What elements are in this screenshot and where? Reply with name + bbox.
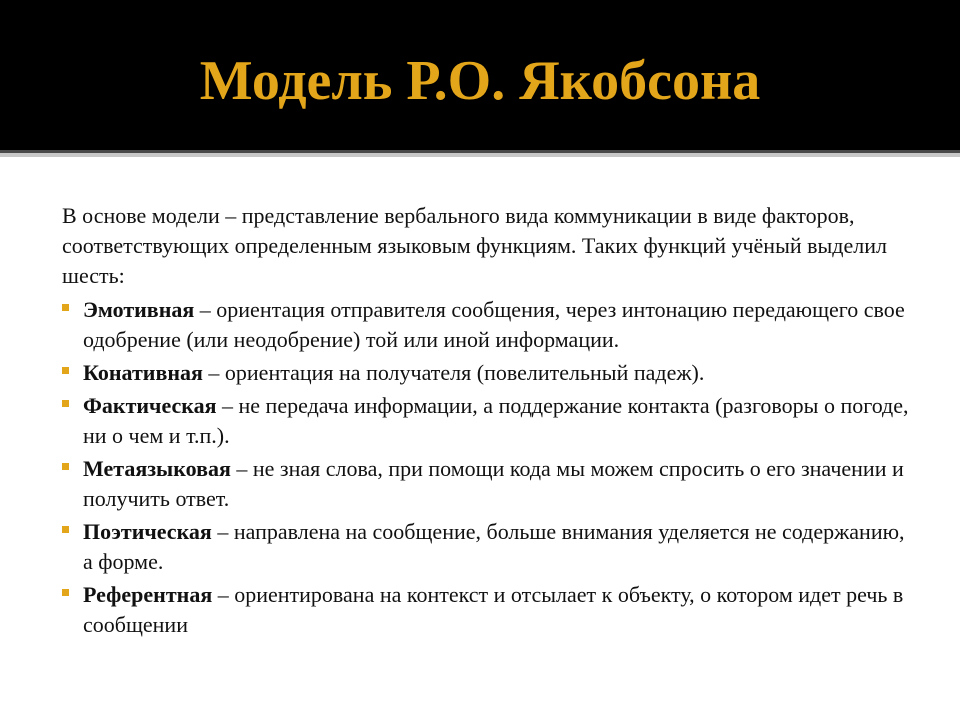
item-term: Фактическая (83, 393, 217, 418)
square-bullet-icon (62, 463, 69, 470)
item-term: Метаязыковая (83, 456, 231, 481)
list-item (62, 358, 912, 388)
item-text: – ориентирована на контекст и отсылает к объекту, о котором идет речь в сообщении (83, 582, 904, 637)
square-bullet-icon (62, 400, 69, 407)
header-divider-light (0, 153, 960, 157)
list-item (62, 454, 912, 514)
item-term: Поэтическая (83, 519, 212, 544)
function-list (62, 295, 912, 640)
list-item (62, 517, 912, 577)
item-text: – ориентация на получателя (повелительный падеж). (202, 360, 705, 385)
item-term: Референтная (83, 582, 213, 607)
list-item (62, 295, 912, 355)
slide-title: Модель Р.О. Якобсона (199, 50, 761, 112)
list-item (62, 391, 912, 451)
square-bullet-icon (62, 304, 69, 311)
square-bullet-icon (62, 589, 69, 596)
item-term: Конативная (83, 360, 203, 385)
slide-body (62, 201, 912, 643)
list-item (62, 580, 912, 640)
item-text: – ориентация отправителя сообщения, через интонацию передающего свое одобрение (или неодобрение) той или иной информации. (83, 297, 905, 352)
item-text: – не зная слова, при помощи кода мы можем спросить о его значении и получить ответ. (83, 456, 904, 511)
square-bullet-icon (62, 367, 69, 374)
item-text: – направлена на сообщение, больше внимания уделяется не содержанию, а форме. (83, 519, 905, 574)
intro-paragraph: В основе модели – представление вербального вида коммуникации в виде факторов, соответствующих определенным языковым функциям. Таких функций учёный выделил шесть: (62, 203, 887, 288)
square-bullet-icon (62, 526, 69, 533)
item-term: Эмотивная (83, 297, 195, 322)
item-text: – не передача информации, а поддержание контакта (разговоры о погоде, ни о чем и т.п.). (83, 393, 909, 448)
